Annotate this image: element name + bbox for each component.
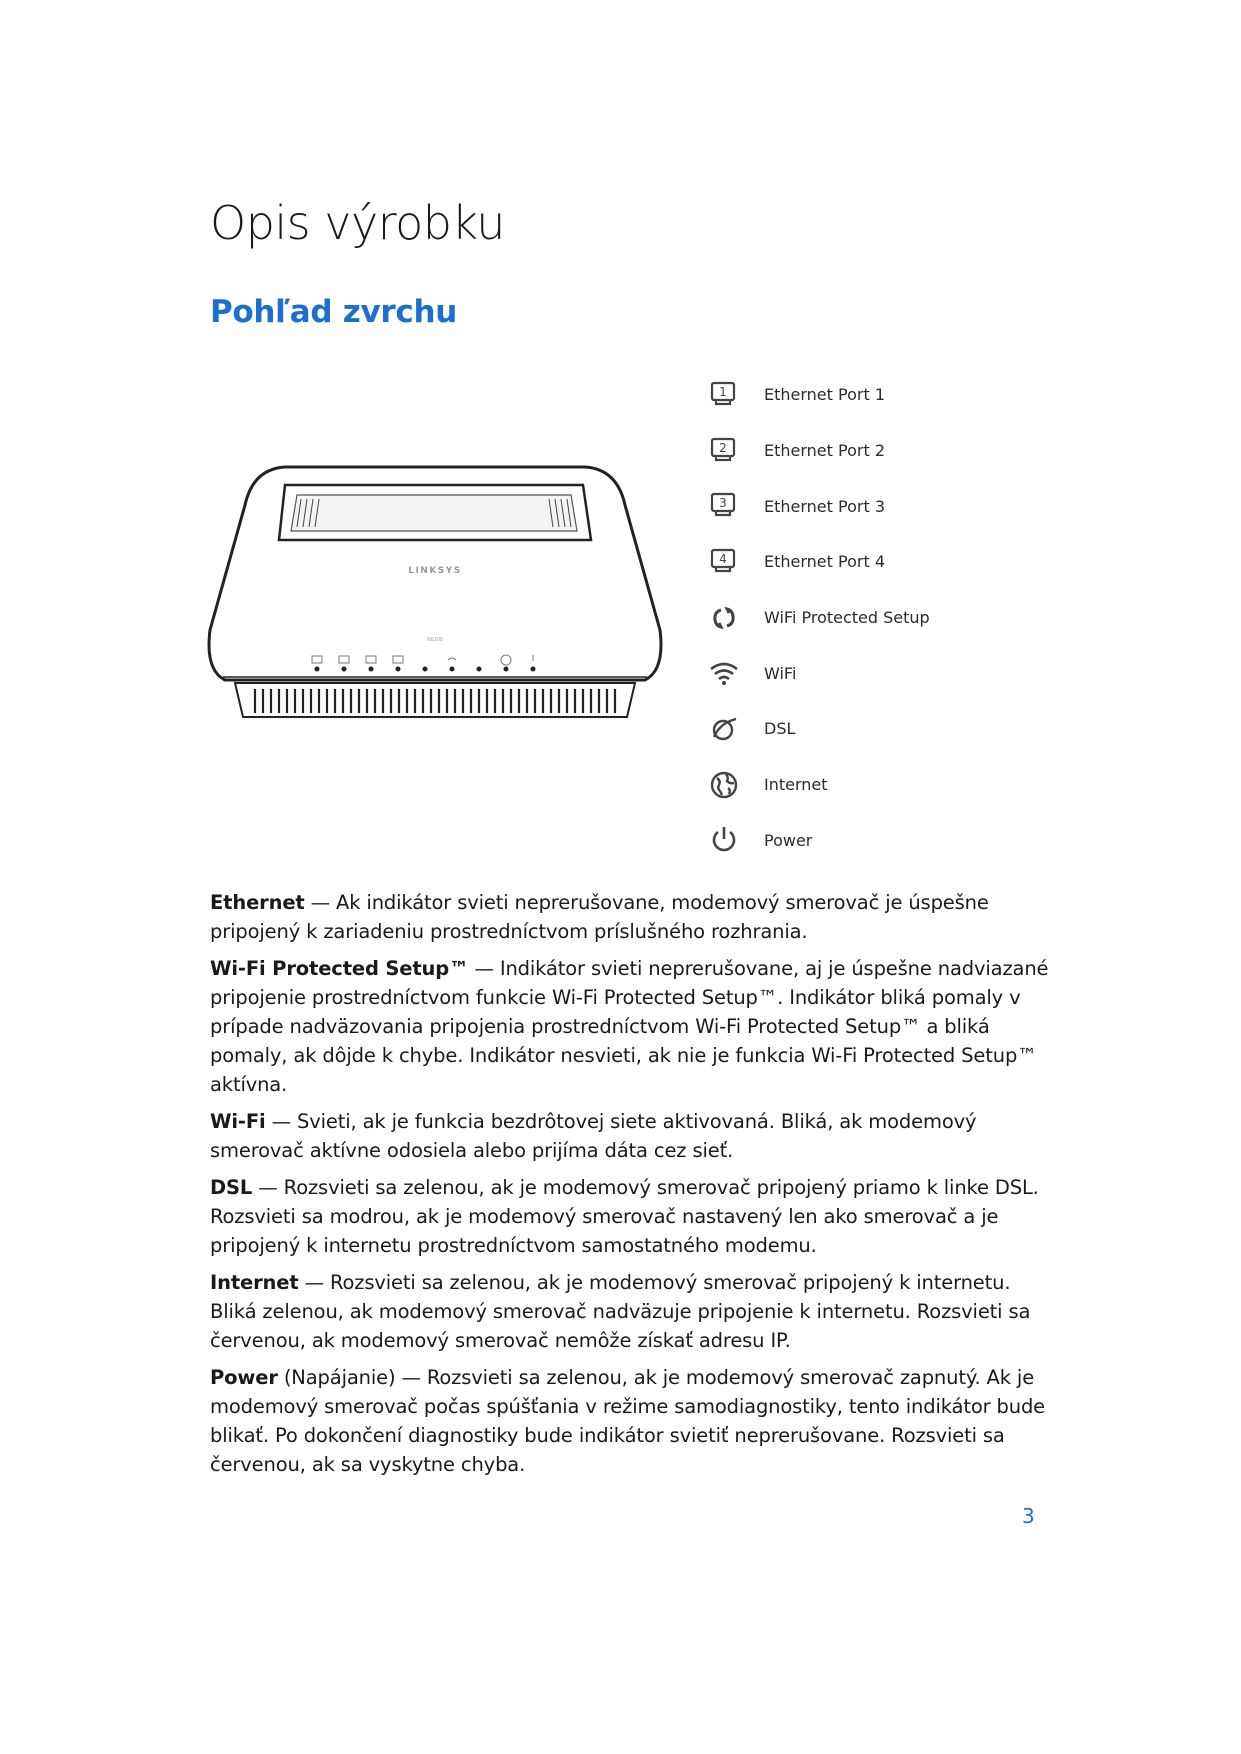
desc-term: Ethernet: [210, 891, 305, 914]
legend-item: [708, 423, 1038, 479]
wifi-icon: [708, 657, 740, 689]
ethernet-port-2-icon: [708, 435, 740, 467]
legend-label: WiFi Protected Setup: [764, 608, 930, 628]
desc-text: — Ak indikátor svieti neprerušovane, modemový smerovač je úspešne pripojený k zariadeniu prostredníctvom príslušného rozhrania.: [210, 891, 989, 943]
ethernet-port-1-icon: [708, 379, 740, 411]
wps-icon: [708, 602, 740, 634]
ethernet-port-3-icon: [708, 490, 740, 522]
led-ethernet-3: [369, 667, 374, 672]
led-descriptions: [210, 888, 1050, 1487]
ethernet-port-4-icon: [708, 546, 740, 578]
legend-item: [708, 645, 1038, 701]
legend-label: WiFi: [764, 663, 797, 683]
svg-text:3: 3: [719, 496, 727, 511]
desc-wifi: [210, 1107, 1050, 1165]
legend-label: Ethernet Port 1: [764, 385, 885, 405]
legend-item: [708, 757, 1038, 813]
router-illustration: [205, 455, 665, 740]
legend-label: Ethernet Port 2: [764, 441, 885, 461]
led-legend: [708, 367, 1038, 868]
desc-text: — Indikátor svieti neprerušovane, aj je úspešne nadviazané pripojenie prostredníctvom funkcie Wi-Fi Protected Setup™. Indikátor bliká pomaly v prípade nadväzovania pripojenia prostredníctvom Wi-Fi Protected Setup™ a bliká pomaly, ak dôjde k chybe. Indikátor nesvieti, ak nie je funkcia Wi-Fi Protected Setup™ aktívna.: [210, 957, 1049, 1096]
legend-item: [708, 367, 1038, 423]
desc-text: — Svieti, ak je funkcia bezdrôtovej siete aktivovaná. Bliká, ak modemový smerovač aktívne odosiela alebo prijíma dáta cez sieť.: [210, 1110, 977, 1162]
legend-label: Internet: [764, 775, 828, 795]
page-number: 3: [1022, 1504, 1035, 1528]
svg-text:4: 4: [719, 551, 727, 566]
desc-term: Wi-Fi: [210, 1110, 266, 1133]
led-ethernet-1: [315, 667, 320, 672]
desc-term: Internet: [210, 1271, 299, 1294]
desc-term: Power: [210, 1366, 278, 1389]
desc-term: DSL: [210, 1176, 253, 1199]
legend-item: [708, 534, 1038, 590]
section-title: Pohľad zvrchu: [210, 294, 458, 330]
led-ethernet-2: [342, 667, 347, 672]
desc-wps: [210, 954, 1050, 1099]
desc-text: — Rozsvieti sa zelenou, ak je modemový smerovač pripojený priamo k linke DSL. Rozsvieti sa modrou, ak je modemový smerovač nastavený len ako smerovač a je pripojený k internetu prostredníctvom samostatného modemu.: [210, 1176, 1039, 1257]
power-icon: [708, 824, 740, 856]
legend-item: [708, 701, 1038, 757]
desc-power: [210, 1363, 1050, 1479]
legend-label: Ethernet Port 3: [764, 496, 885, 516]
legend-item: [708, 590, 1038, 646]
legend-item: [708, 478, 1038, 534]
legend-label: Power: [764, 830, 813, 850]
dsl-icon: [708, 713, 740, 745]
desc-term: Wi-Fi Protected Setup™: [210, 957, 469, 980]
legend-label: DSL: [764, 719, 796, 739]
led-dsl: [477, 667, 482, 672]
led-internet: [504, 667, 509, 672]
legend-item: [708, 813, 1038, 869]
desc-text: (Napájanie) — Rozsvieti sa zelenou, ak je modemový smerovač zapnutý. Ak je modemový smerovač počas spúšťania v režime samodiagnostiky, tento indikátor bude blikať. Po dokončení diagnostiky bude indikátor svietiť neprerušovane. Rozsvieti sa červenou, ak sa vyskytne chyba.: [210, 1366, 1046, 1476]
led-wps: [423, 667, 428, 672]
internet-globe-icon: [708, 769, 740, 801]
router-brand: LINKSYS: [408, 566, 462, 576]
led-ethernet-4: [396, 667, 401, 672]
desc-dsl: [210, 1173, 1050, 1260]
legend-label: Ethernet Port 4: [764, 552, 885, 572]
svg-text:1: 1: [719, 384, 727, 399]
desc-ethernet: [210, 888, 1050, 946]
router-model: X6200: [426, 637, 444, 643]
svg-text:2: 2: [719, 440, 727, 455]
led-power: [531, 667, 536, 672]
page-title: Opis výrobku: [210, 196, 505, 250]
led-wifi: [450, 667, 455, 672]
desc-text: — Rozsvieti sa zelenou, ak je modemový smerovač pripojený k internetu. Bliká zelenou, ak modemový smerovač nadväzuje pripojenie k internetu. Rozsvieti sa červenou, ak modemový smerovač nemôže získať adresu IP.: [210, 1271, 1031, 1352]
desc-internet: [210, 1268, 1050, 1355]
